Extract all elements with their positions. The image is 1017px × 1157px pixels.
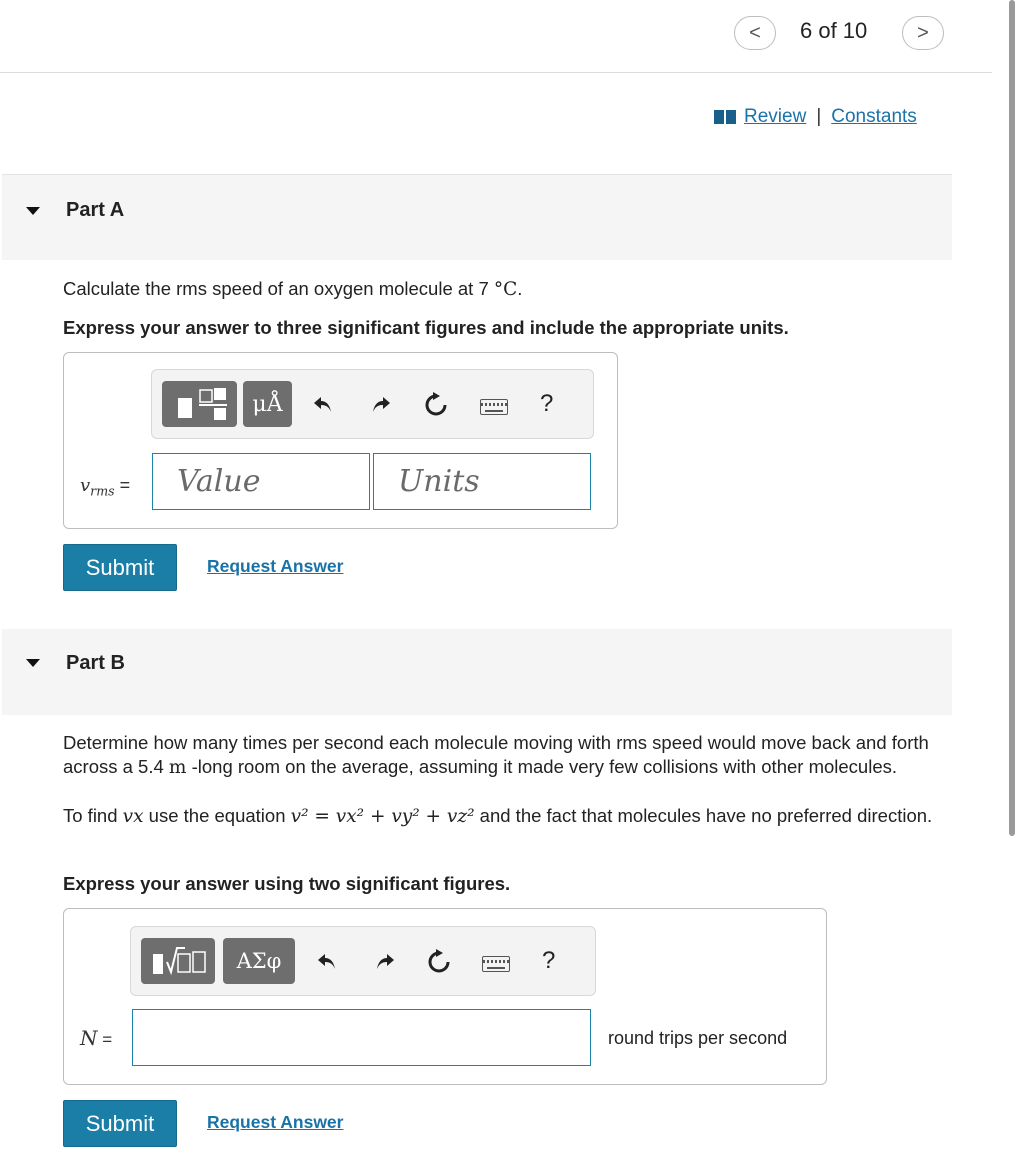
part-b-prompt2-end: and the fact that molecules have no preferred direction. (474, 805, 933, 826)
templates-button[interactable] (162, 381, 237, 427)
part-b-prompt2-start: To find (63, 805, 123, 826)
review-link[interactable]: Review (744, 106, 807, 127)
templates-icon (172, 386, 228, 422)
part-b-submit-button[interactable]: Submit (63, 1100, 177, 1147)
part-b-prompt-2 (63, 804, 943, 829)
part-b-prompt-unit: m (168, 757, 187, 778)
caret-down-icon (26, 207, 40, 215)
units-input[interactable] (373, 453, 591, 510)
part-a-instruction: Express your answer to three significant figures and include the appropriate units. (63, 317, 789, 338)
part-a-prompt (63, 277, 522, 302)
reset-icon[interactable] (421, 390, 451, 420)
v-rms-label (80, 475, 130, 499)
header-divider (0, 72, 992, 73)
undo-icon[interactable] (312, 947, 342, 977)
link-separator: | (816, 106, 822, 127)
v-rms-eq: = (114, 475, 131, 495)
chevron-left-icon: < (749, 21, 761, 44)
help-button[interactable]: ? (540, 390, 554, 417)
part-a-answer-box (63, 352, 618, 529)
v-rms-sub: rms (90, 483, 115, 499)
templates-icon (147, 944, 209, 978)
part-b-request-answer-link[interactable]: Request Answer (207, 1112, 344, 1132)
keyboard-icon[interactable] (480, 399, 508, 415)
part-b-prompt (63, 731, 943, 780)
part-a-title: Part A (66, 199, 125, 221)
part-b-title: Part B (66, 652, 125, 674)
part-a-submit-button[interactable]: Submit (63, 544, 177, 591)
part-b-answer-box (63, 908, 827, 1085)
units-symbols-button[interactable]: μÅ (243, 381, 292, 427)
part-a-prompt-text: Calculate the rms speed of an oxygen molecule at 7 (63, 278, 494, 299)
part-b-prompt2-equation: v² = vx² + vy² + vz² (290, 806, 475, 827)
n-answer-input[interactable] (132, 1009, 591, 1066)
value-input[interactable] (152, 453, 370, 510)
next-button[interactable] (902, 16, 944, 50)
part-b-prompt2-var: vx (122, 806, 144, 827)
n-label (80, 1026, 112, 1051)
n-var: N (80, 1026, 98, 1050)
reset-icon[interactable] (424, 947, 454, 977)
redo-icon[interactable] (366, 390, 396, 420)
part-b-header[interactable] (2, 629, 952, 715)
previous-button[interactable] (734, 16, 776, 50)
part-b-prompt-end: -long room on the average, assuming it made very few collisions with other molecules. (186, 756, 897, 777)
part-b-prompt-text: Determine how many times per second each molecule moving with rms speed would move back and forth across a 5.4 (63, 732, 929, 777)
caret-down-icon (26, 659, 40, 667)
part-b-instruction: Express your answer using two significant figures. (63, 873, 511, 894)
v-rms-var: v (80, 475, 91, 496)
greek-symbols-button[interactable]: ΑΣφ (223, 938, 295, 984)
book-icon (714, 110, 736, 124)
part-a-prompt-unit: °C (493, 279, 518, 300)
units-label: round trips per second (608, 1028, 788, 1048)
keyboard-icon[interactable] (482, 956, 510, 972)
chevron-right-icon: > (917, 21, 929, 44)
undo-icon[interactable] (308, 390, 338, 420)
part-b-prompt2-mid: use the equation (143, 805, 291, 826)
part-a-header[interactable] (2, 174, 952, 260)
part-a-prompt-end: . (517, 278, 523, 299)
redo-icon[interactable] (370, 947, 400, 977)
resource-links (714, 106, 917, 128)
templates-button[interactable] (141, 938, 215, 984)
part-b-toolbar (130, 926, 596, 996)
scrollbar[interactable] (1009, 0, 1015, 836)
constants-link[interactable]: Constants (831, 106, 917, 127)
part-a-request-answer-link[interactable]: Request Answer (207, 556, 344, 576)
page-indicator: 6 of 10 (800, 18, 868, 43)
n-eq: = (97, 1030, 113, 1049)
help-button[interactable]: ? (542, 947, 556, 974)
part-a-toolbar (151, 369, 594, 439)
